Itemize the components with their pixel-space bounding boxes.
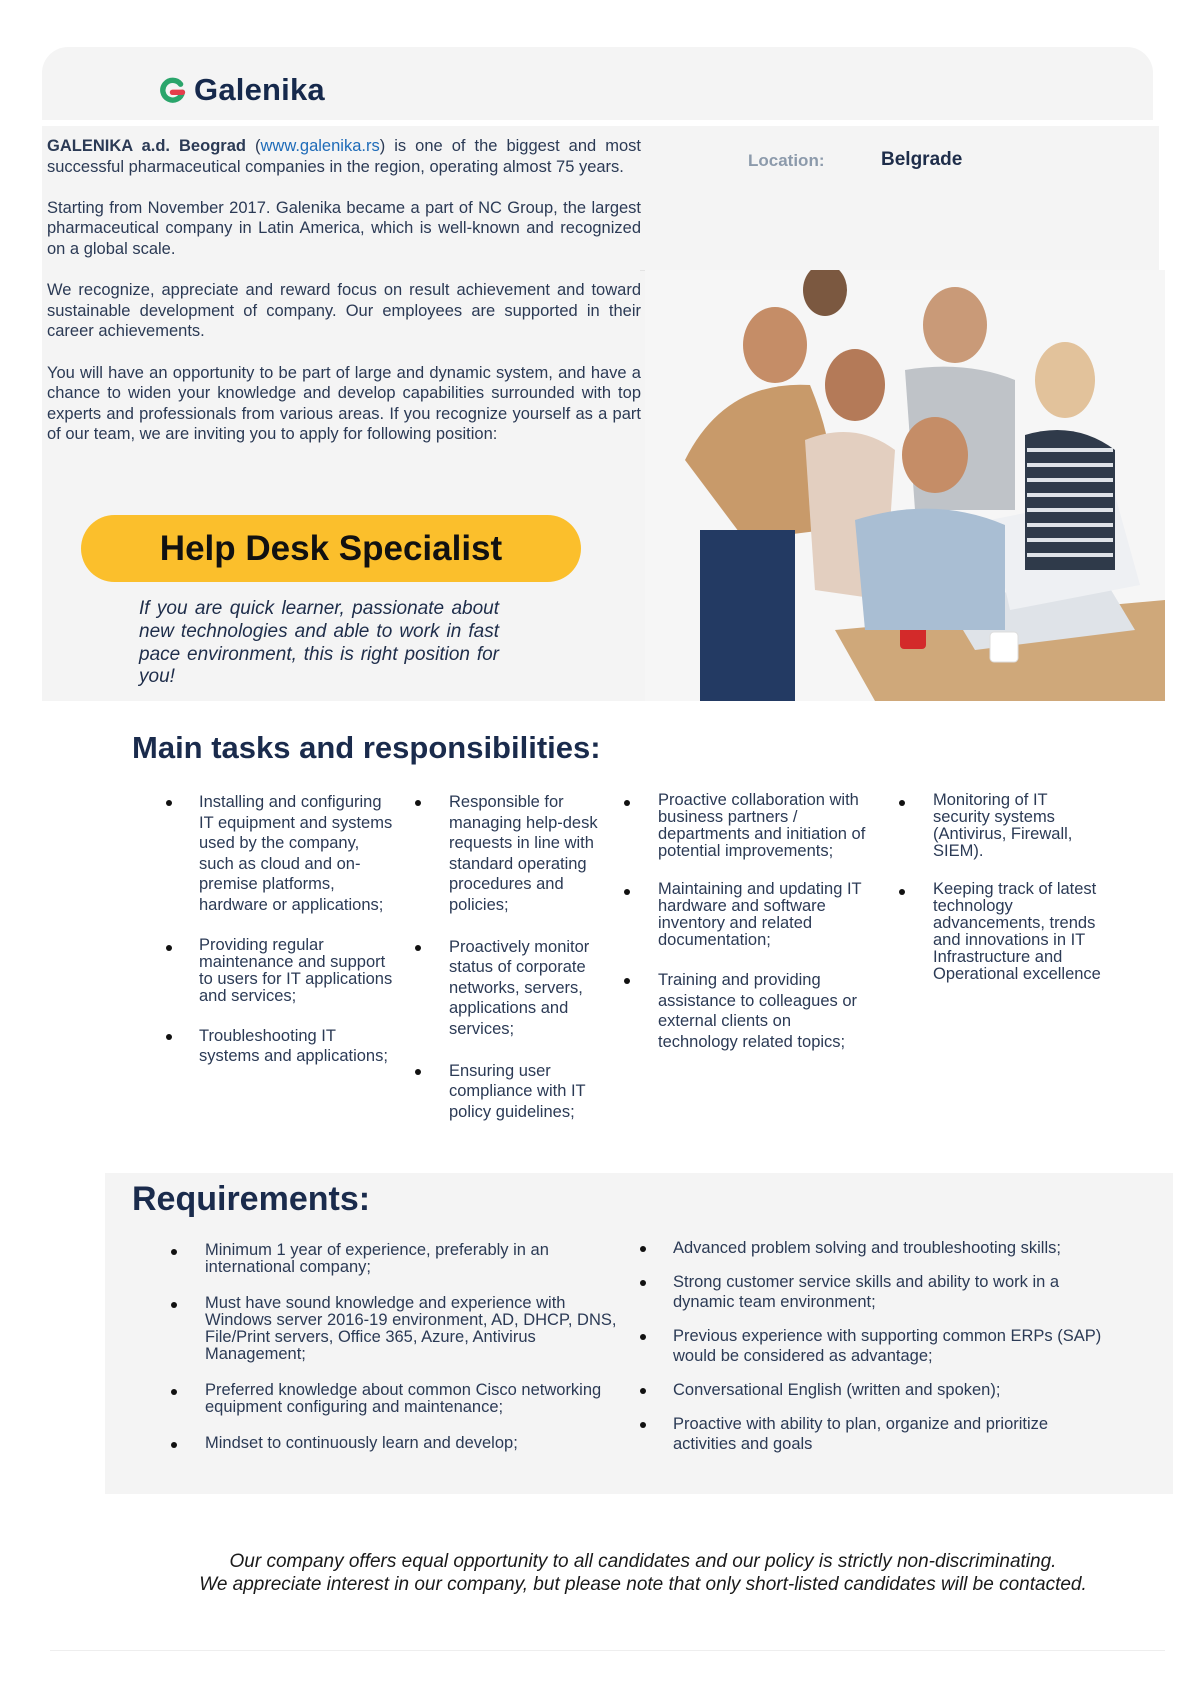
requirements-column-1: [205, 1242, 620, 1471]
tasks-column-4: [933, 792, 1103, 1004]
equal-opportunity-note: [100, 1550, 1186, 1596]
intro-paragraph-3: We recognize, appreciate and reward focus on result achievement and toward sustainable development of company. Our employees are supported in their career achievements.: [47, 281, 641, 341]
company-name: GALENIKA a.d. Beograd: [47, 137, 246, 155]
galenika-logo[interactable]: [159, 72, 325, 108]
logo-text: Galenika: [194, 72, 325, 107]
list-item: Providing regular maintenance and support to users for IT applications and services;: [199, 935, 393, 1005]
requirements-column-2: [673, 1238, 1113, 1468]
list-item: Proactive collaboration with business partners / departments and initiation of potential improvements;: [658, 792, 868, 860]
footer-divider: [50, 1650, 1165, 1651]
list-item: Keeping track of latest technology advancements, trends and innovations in IT Infrastructure and Operational excellence: [933, 881, 1103, 983]
galenika-logo-icon: [159, 77, 186, 104]
list-item: Conversational English (written and spoken);: [673, 1380, 1113, 1401]
footer-line-2: We appreciate interest in our company, but please note that only short-listed candidates will be contacted.: [199, 1574, 1087, 1595]
tasks-column-1: [199, 792, 394, 1088]
position-title-badge: Help Desk Specialist: [81, 515, 581, 582]
tasks-column-3: [658, 792, 868, 1073]
list-item: Previous experience with supporting common ERPs (SAP) would be considered as advantage;: [673, 1326, 1113, 1367]
position-tagline: If you are quick learner, passionate about new technologies and able to work in fast pace environment, this is right position for you!: [139, 598, 499, 688]
location-label: Location:: [748, 151, 825, 170]
list-item: Maintaining and updating IT hardware and software inventory and related documentation;: [658, 881, 868, 949]
team-photo-image: [645, 270, 1165, 701]
list-item: Minimum 1 year of experience, preferably in an international company;: [205, 1242, 620, 1276]
list-item: Ensuring user compliance with IT policy guidelines;: [449, 1061, 624, 1123]
list-item: Advanced problem solving and troubleshooting skills;: [673, 1238, 1113, 1259]
company-website-link[interactable]: www.galenika.rs: [260, 137, 380, 155]
intro-paragraph-1: GALENIKA a.d. Beograd (www.galenika.rs) is one of the biggest and most successful pharmaceutical companies in the region, operating almost 75 years.: [47, 137, 641, 176]
tasks-section-title: Main tasks and responsibilities:: [132, 730, 601, 765]
company-intro: [47, 136, 641, 466]
list-item: Preferred knowledge about common Cisco networking equipment configuring and maintenance;: [205, 1382, 620, 1416]
list-item: Mindset to continuously learn and develop;: [205, 1435, 620, 1452]
requirements-section-title: Requirements:: [132, 1180, 371, 1218]
location-value: Belgrade: [881, 149, 963, 170]
intro-paragraph-2: Starting from November 2017. Galenika became a part of NC Group, the largest pharmaceutical company in Latin America, which is well-known and recognized on a global scale.: [47, 198, 641, 258]
intro-paragraph-4: You will have an opportunity to be part of large and dynamic system, and have a chance to widen your knowledge and develop capabilities surrounded with top experts and professionals from various areas. If you recognize yourself as a part of our team, we are inviting you to apply for following position:: [47, 363, 641, 444]
list-item: Training and providing assistance to colleagues or external clients on technology related topics;: [658, 970, 868, 1052]
list-item: Installing and configuring IT equipment and systems used by the company, such as cloud and on-premise platforms, hardware or applications;: [199, 793, 393, 914]
footer-line-1: Our company offers equal opportunity to all candidates and our policy is strictly non-discriminating.: [229, 1551, 1057, 1572]
team-photo: [645, 270, 1165, 701]
list-item: Monitoring of IT security systems (Antivirus, Firewall, SIEM).: [933, 792, 1103, 860]
list-item: Must have sound knowledge and experience with Windows server 2016-19 environment, AD, DHCP, DNS, File/Print servers, Office 365, Azure, Antivirus Management;: [205, 1295, 620, 1363]
tasks-column-2: [449, 792, 624, 1143]
list-item: Proactive with ability to plan, organize and prioritize activities and goals: [673, 1414, 1113, 1455]
list-item: Responsible for managing help-desk requests in line with standard operating procedures and policies;: [449, 792, 624, 916]
list-item: Troubleshooting IT systems and applications;: [199, 1026, 394, 1067]
list-item: Strong customer service skills and ability to work in a dynamic team environment;: [673, 1272, 1113, 1313]
list-item: Proactively monitor status of corporate networks, servers, applications and services;: [449, 937, 624, 1040]
